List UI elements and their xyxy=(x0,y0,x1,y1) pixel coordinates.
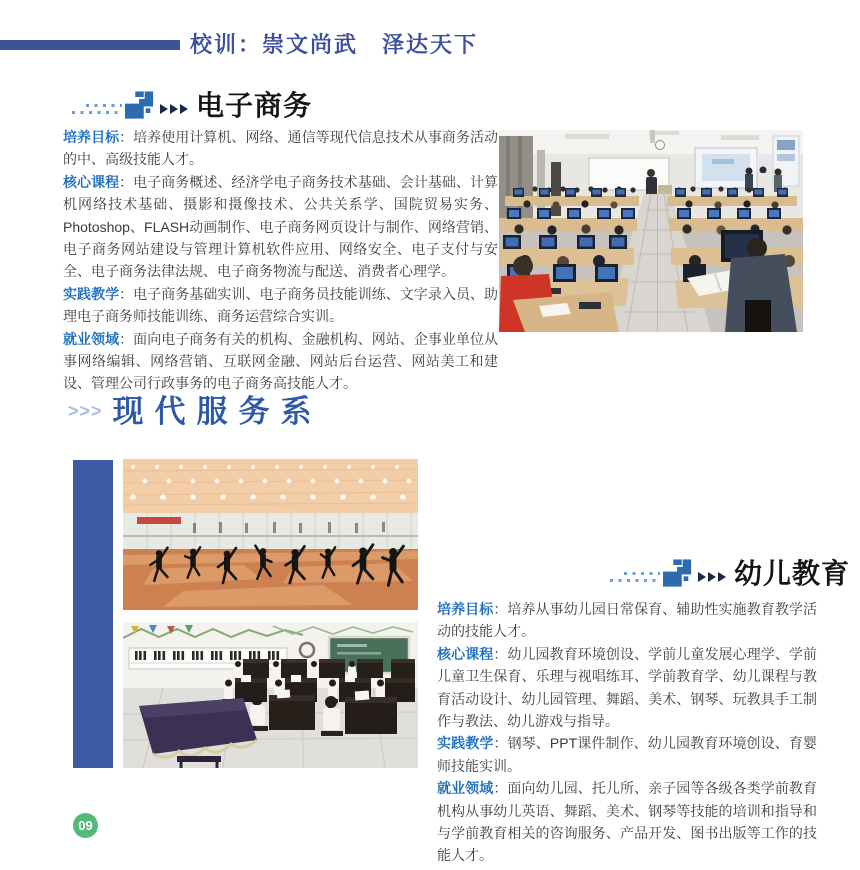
computer-lab-photo xyxy=(499,130,803,332)
triple-arrow-icon xyxy=(698,571,728,583)
paragraph: 实践教学：电子商务基础实训、电子商务员技能训练、文字录入员、助理电子商务师技能训练、商务运营综合实训。 xyxy=(63,285,499,325)
section-title-ecommerce: 电子商务 xyxy=(196,90,313,121)
paragraph: 培养目标：培养使用计算机、网络、通信等现代信息技术从事商务活动的中、高级技能人才。 xyxy=(63,129,499,168)
section-header-preschool xyxy=(610,556,850,590)
department-title: 现代服务系 xyxy=(112,394,323,429)
dotted-leader-icon xyxy=(610,564,660,582)
motto-accent-bar xyxy=(0,40,180,50)
triple-arrow-icon xyxy=(160,103,190,115)
paragraph: 就业领域：面向幼儿园、托儿所、亲子园等各级各类学前教育机构从事幼儿英语、舞蹈、美术、钢琴等技能的培训和指导和与学前教育相关的咨询服务、产品开发、图书出版等工作的技能人才。 xyxy=(437,780,818,864)
paragraph: 核心课程：幼儿园教育环境创设、学前儿童发展心理学、学前儿童卫生保育、乐理与视唱练耳、学前教育学、幼儿课程与教育活动设计、幼儿园管理、舞蹈、美术、钢琴、玩教具手工制作与教法、幼儿游戏与指导。 xyxy=(437,645,818,730)
school-motto: 校训：崇文尚武 泽达天下 xyxy=(190,32,479,57)
dance-studio-photo xyxy=(123,459,418,610)
section-title-preschool: 幼儿教育 xyxy=(734,558,851,589)
preschool-description xyxy=(437,598,817,867)
paragraph: 培养目标：培养从事幼儿园日常保育、辅助性实施教育教学活动的技能人才。 xyxy=(437,601,818,640)
department-banner xyxy=(68,386,323,431)
piano-classroom-photo xyxy=(123,622,418,768)
paragraph: 核心课程：电子商务概述、经济学电子商务技术基础、会计基础、计算机网络技术基础、摄影和摄像技术、公共关系学、国院贸易实务、Photoshop、FLASH动画制作、电子商务网页设计与制作、网络营销、电子商务网站建设与管理计算机软件应用、网络安全、电子支付与安全、电子商务法律法规、电子商务物流与配送、消费者心理学。 xyxy=(63,173,499,280)
paragraph: 实践教学：钢琴、PPT课件制作、幼儿园教育环境创设、育婴师技能实训。 xyxy=(437,735,818,774)
section-header-ecommerce xyxy=(72,88,312,122)
paragraph: 就业领域：面向电子商务有关的机构、金融机构、网站、企事业单位从事网络编辑、网络营销、互联网金融、网站后台运营、网站美工和建设、管理公司行政事务的电子商务高技能人才。 xyxy=(63,330,499,392)
ecommerce-description xyxy=(63,126,498,395)
chevron-arrows-icon: >>> xyxy=(68,401,103,421)
page-number-badge: 09 xyxy=(73,813,98,838)
pixel-logo-icon xyxy=(125,91,155,120)
dotted-leader-icon xyxy=(72,96,122,114)
left-accent-bar xyxy=(73,460,113,768)
pixel-logo-icon xyxy=(663,559,693,588)
